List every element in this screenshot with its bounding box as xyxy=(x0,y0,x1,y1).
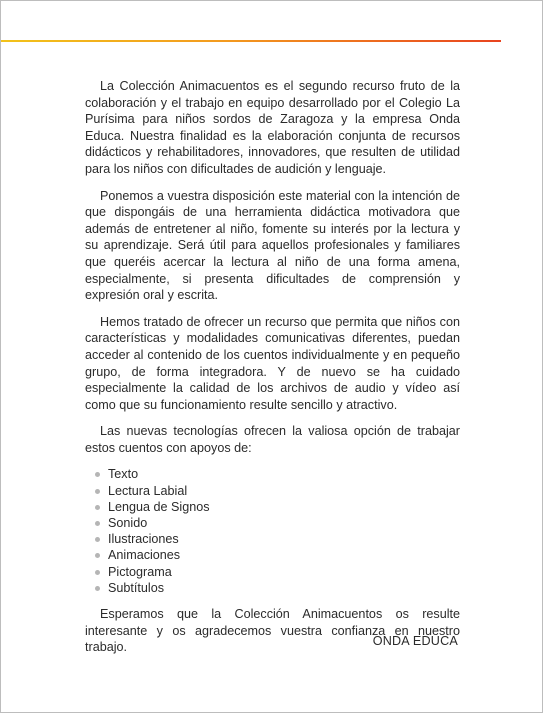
paragraph-intro: La Colección Animacuentos es el segundo recurso fruto de la colaboración y el trabajo en equipo desarrollado por el Colegio La Purísima para niños sordos de Zaragoza y la empresa Onda Educa. Nuestra finalidad es la elaboración conjunta de recursos didácticos y rehabilitadores, innovadores, que resulten de utilidad para los niños con dificultades de audición y lenguaje. xyxy=(85,79,460,176)
list-item-label: Subtítulos xyxy=(108,580,165,595)
paragraph-resource: Hemos tratado de ofrecer un recurso que permita que niños con características y modalidades comunicativas diferentes, puedan acceder al contenido de los cuentos individualmente y en pequeño grupo, de forma integradora. Y de nuevo se ha cuidado especialmente la calidad de los archivos de audio y vídeo así como que su funcionamiento resulte sencillo y atractivo. xyxy=(85,314,460,412)
paragraph-purpose: Ponemos a vuestra disposición este material con la intención de que dispongáis de una herramienta didáctica motivadora que además de entretener al niño, fomente su interés por la lectura y su aprendizaje. Será útil para aquellos profesionales y familiares que queréis acercar la lectura al niño de una forma amena, especialmente, si presenta dificultades de comprensión y expresión oral y escrita. xyxy=(85,188,460,303)
list-item-label: Animaciones xyxy=(108,548,181,563)
list-item xyxy=(95,531,460,547)
list-item xyxy=(95,515,460,531)
list-item-label: Lengua de Signos xyxy=(108,499,210,514)
bullet-icon xyxy=(95,472,100,477)
supports-list xyxy=(85,466,460,596)
list-item-label: Texto xyxy=(108,467,139,482)
bullet-icon xyxy=(95,489,100,494)
bullet-icon xyxy=(95,537,100,542)
list-item xyxy=(95,564,460,580)
header-rule xyxy=(1,40,501,42)
bullet-icon xyxy=(95,521,100,526)
list-item-label: Sonido xyxy=(108,516,148,531)
document-body xyxy=(85,78,460,666)
list-item-label: Pictograma xyxy=(108,564,172,579)
bullet-icon xyxy=(95,586,100,591)
list-item xyxy=(95,547,460,563)
bullet-icon xyxy=(95,505,100,510)
paragraph-closing: Esperamos que la Colección Animacuentos os resulte interesante y os agradecemos vuestra confianza en nuestro trabajo. xyxy=(85,607,460,655)
list-item xyxy=(95,483,460,499)
list-item xyxy=(95,466,460,482)
list-item xyxy=(95,499,460,515)
signature: ONDA EDUCA xyxy=(372,634,458,648)
bullet-icon xyxy=(95,570,100,575)
list-item-label: Lectura Labial xyxy=(108,483,188,498)
paragraph-technologies: Las nuevas tecnologías ofrecen la valiosa opción de trabajar estos cuentos con apoyos de: xyxy=(85,424,460,455)
list-item xyxy=(95,580,460,596)
list-item-label: Ilustraciones xyxy=(108,532,179,547)
bullet-icon xyxy=(95,553,100,558)
